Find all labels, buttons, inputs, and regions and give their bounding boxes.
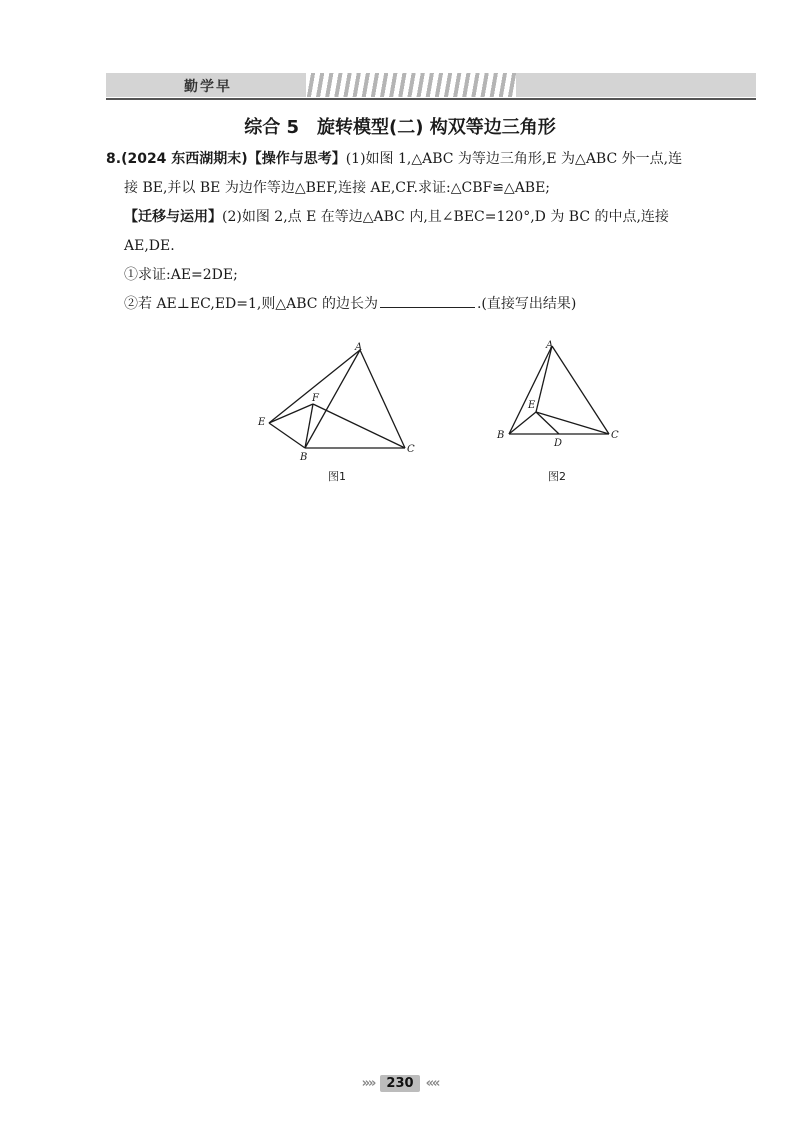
tag-transfer-application: 【迁移与运用】 xyxy=(124,209,222,225)
part2-line1: (2)如图 2,点 E 在等边△ABC 内,且∠BEC=120°,D 为 BC 的中点,连接 xyxy=(222,209,669,225)
answer-blank[interactable] xyxy=(380,293,475,308)
part1-line1: (1)如图 1,△ABC 为等边三角形,E 为△ABC 外一点,连 xyxy=(345,151,683,167)
page-number: 230 xyxy=(380,1075,419,1092)
section-title: 综合 5 旋转模型(二) 构双等边三角形 xyxy=(244,117,556,138)
header-title: 勤学早 xyxy=(184,79,232,95)
footer-right-chevrons: «« xyxy=(425,1076,439,1091)
fig2-label-c: C xyxy=(611,430,619,441)
sub-question-2: ②若 AE⊥EC,ED=1,则△ABC 的边长为 xyxy=(124,296,378,312)
page-footer xyxy=(0,1075,800,1092)
problem-8 xyxy=(106,145,766,319)
header-stripes xyxy=(306,73,516,97)
sub-question-2-tail: .(直接写出结果) xyxy=(476,296,577,312)
problem-number: 8. xyxy=(106,151,122,167)
fig2-label-d: D xyxy=(554,438,563,449)
figure-2-diagram xyxy=(492,338,627,453)
page-header xyxy=(106,73,756,101)
footer-left-chevrons: »» xyxy=(361,1076,375,1091)
fig1-label-f: F xyxy=(312,393,319,404)
fig1-label-b: B xyxy=(300,452,308,463)
fig2-label-e: E xyxy=(528,400,536,411)
sub-question-1: ①求证:AE=2DE; xyxy=(124,267,238,283)
header-rule xyxy=(106,98,756,100)
figure-2 xyxy=(492,338,627,453)
part2-line2: AE,DE. xyxy=(124,238,175,254)
figure-2-caption: 图2 xyxy=(548,470,566,483)
tag-operation-thinking: 【操作与思考】 xyxy=(247,151,346,167)
fig1-label-e: E xyxy=(258,417,266,428)
problem-source: (2024 东西湖期末) xyxy=(121,151,248,167)
fig2-label-b: B xyxy=(497,430,505,441)
part1-line2: 接 BE,并以 BE 为边作等边△BEF,连接 AE,CF.求证:△CBF≌△ABE; xyxy=(124,180,551,196)
fig2-label-a: A xyxy=(546,340,554,351)
figure-1 xyxy=(255,338,425,463)
fig1-label-a: A xyxy=(355,342,363,353)
fig1-label-c: C xyxy=(407,444,415,455)
figure-1-diagram xyxy=(255,338,425,463)
figure-1-caption: 图1 xyxy=(328,470,346,483)
